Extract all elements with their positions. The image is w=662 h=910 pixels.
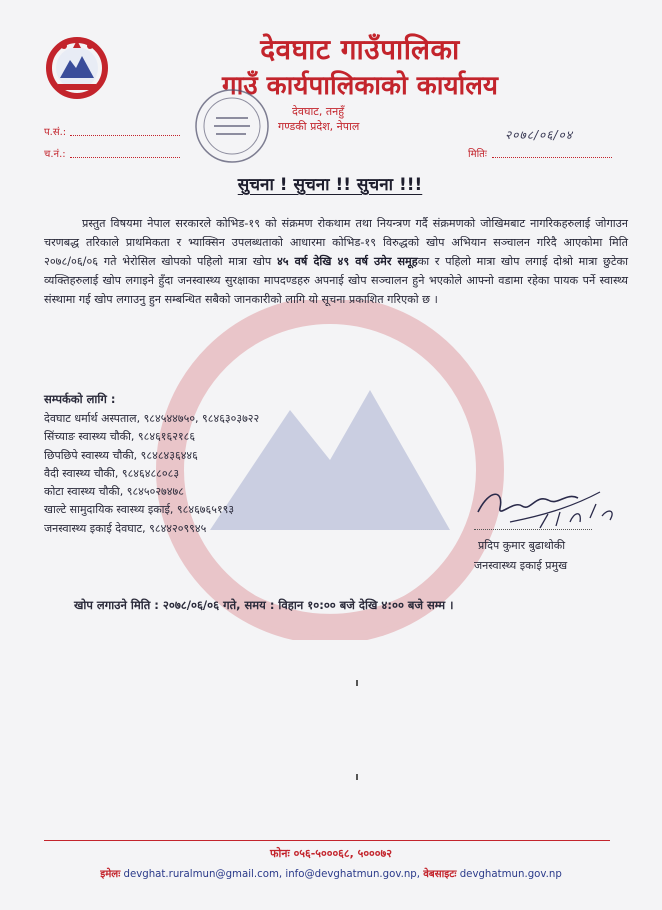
signature-line	[474, 528, 592, 530]
list-item: सिंच्याङ स्वास्थ्य चौकी, ९८४६१६२१८६	[44, 430, 196, 444]
email-value[interactable]: devghat.ruralmun@gmail.com, info@devghatmun.gov.np,	[123, 869, 420, 880]
website-label: वेबसाइटः	[423, 869, 457, 880]
ref-chalani-line	[70, 156, 180, 158]
footer-divider	[44, 840, 610, 841]
office-stamp-icon	[186, 84, 282, 168]
list-item: कोटा स्वास्थ्य चौकी, ९८४५०२७४७८	[44, 485, 184, 499]
office-name: देवघाट गाउँपालिका	[260, 33, 460, 66]
ref-patra-label: प.सं.:	[44, 127, 67, 138]
address-line-1: देवघाट, तनहुँ	[292, 105, 345, 118]
email-label: इमेलः	[100, 869, 121, 880]
list-item: जनस्वास्थ्य इकाई देवघाट, ९८४४२०९९४५	[44, 521, 207, 535]
notice-body	[44, 214, 628, 309]
footer-contact	[0, 866, 662, 880]
notice-body-bold: ४५ वर्ष देखि ४९ वर्ष उमेर समूह	[276, 255, 418, 268]
list-item: वैदी स्वास्थ्य चौकी, ९८४६४८८०८३	[44, 466, 180, 480]
vaccination-time: खोप लगाउने मिति : २०७८/०६/०६ गते, समय : विहान १०:०० बजे देखि ४:०० बजे सम्म ।	[74, 598, 454, 612]
signer-title: जनस्वास्थ्य इकाई प्रमुख	[474, 559, 568, 572]
office-subtitle: गाउँ कार्यपालिकाको कार्यालय	[222, 71, 498, 101]
signer-name: प्रदिप कुमार बुढाथोकी	[478, 539, 566, 552]
list-item: देवघाट धर्मार्थ अस्पताल, ९८४५४४७५०, ९८४६३०३७२२	[44, 412, 260, 425]
ref-chalani-label: च.नं.:	[44, 149, 66, 160]
list-item: खाल्टे सामुदायिक स्वास्थ्य इकाई, ९८४६७६५१९३	[44, 503, 235, 517]
phone-value: ०५६-५०००६८, ५०००७२	[293, 847, 392, 860]
notice-body-part-2: का र पहिलो मात्रा खोप लगाई दोश्रो मात्रा छुटेका व्यक्तिहरुलाई खोप लगाइने हुँदा जनस्वास्थ्य सुरक्षाका मापदण्डहरु अपनाई खोप सञ्चालन हुने भएकोले आफ्नो वडामा रहेका पायक पर्ने स्वास्थ्य संस्थामा गई खोप लगाउनु हुन सम्बन्धित सबैको जानकारीको लागि यो सूचना प्रकाशित गरिएको छ ।	[44, 255, 628, 306]
address-line-2: गण्डकी प्रदेश, नेपाल	[278, 120, 360, 133]
notice-heading: सुचना ! सुचना !! सुचना !!!	[237, 175, 423, 195]
notice-body-part-1: प्रस्तुत विषयमा नेपाल सरकारले कोभिड-१९ को संक्रमण रोकथाम तथा नियन्त्रण गर्दै संक्रमणको जोखिमबाट नागरिकहरुलाई जोगाउन चरणबद्ध तरिकाले प्राथमिकता र भ्याक्सिन उपलब्धताको आधारमा कोभिड-१९ विरुद्धको खोप अभियान सञ्चालन गरिदै आएकोमा मिति २०७८/०६/०६ गते भेरोसिल खोपको पहिलो मात्रा खोप	[44, 217, 628, 268]
date-label: मितिः	[468, 149, 487, 160]
ref-patra-line	[70, 134, 180, 136]
footer-phone	[0, 846, 662, 861]
date-value: २०७८/०६/०४	[505, 128, 574, 142]
scan-speck	[356, 774, 358, 780]
contact-heading: सम्पर्कको लागि :	[44, 392, 116, 406]
nepal-emblem-icon	[44, 34, 110, 100]
list-item: छिपछिपे स्वास्थ्य चौकी, ९८४८४३६४४६	[44, 448, 198, 462]
date-line	[492, 156, 612, 158]
website-value[interactable]: devghatmun.gov.np	[459, 869, 562, 880]
phone-label: फोनः	[270, 847, 290, 860]
contact-list	[44, 410, 259, 538]
scan-speck	[356, 680, 358, 686]
